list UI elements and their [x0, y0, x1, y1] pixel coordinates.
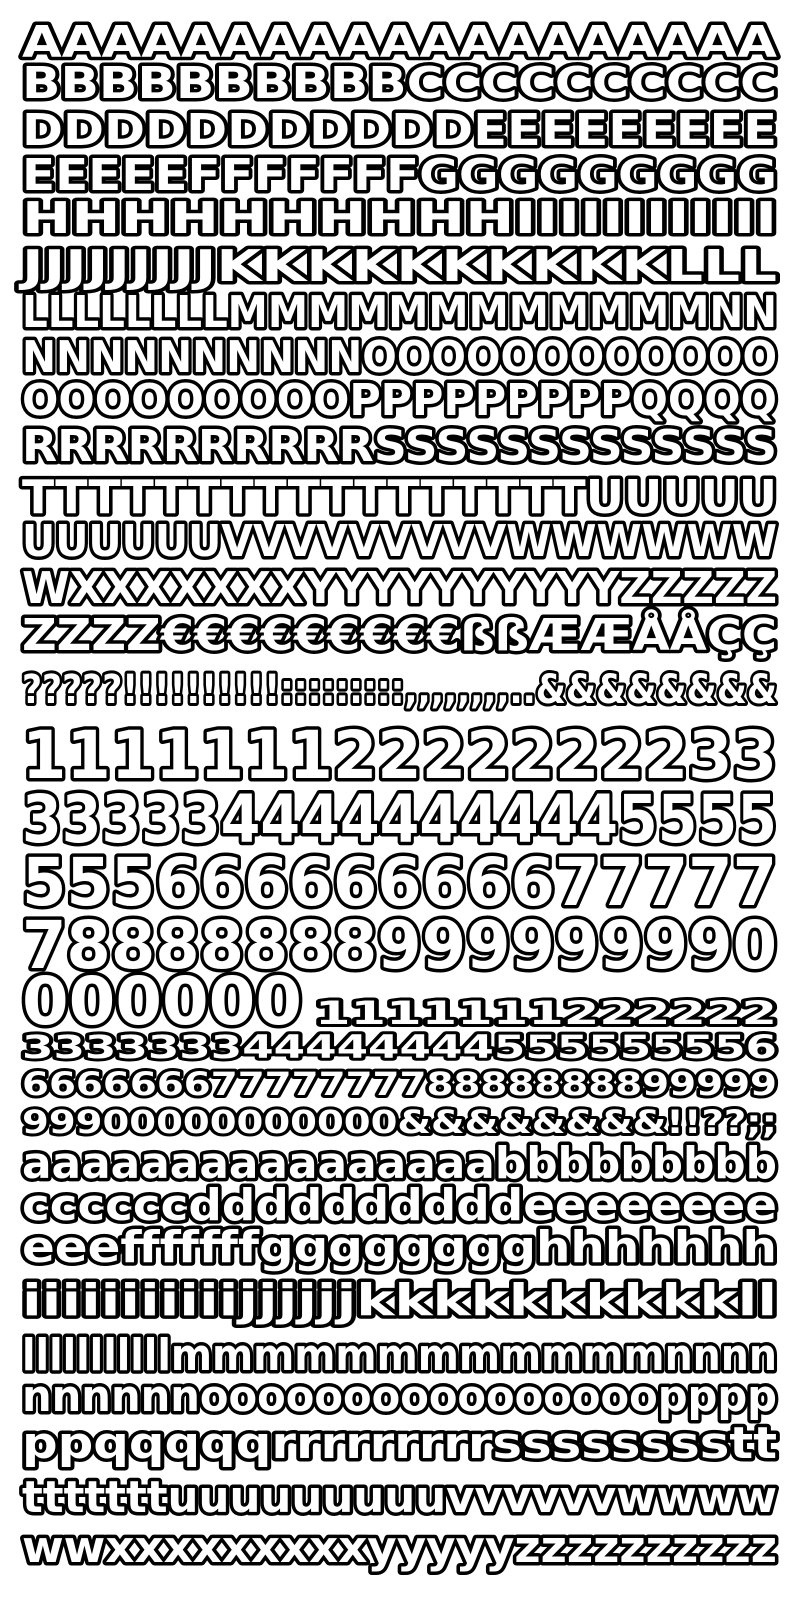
row-T-U: TTTTTTTTTTTTTTTTTUUUUU [22, 470, 777, 524]
row-O-P-Q: OOOOOOOOOPPPPPPPPPQQQQ [22, 375, 777, 426]
row-i-j-k-l: iiiiiiiiiiijjjjjjkkkkkkkkkkll [22, 1275, 777, 1326]
row-L-M-N: LLLLLLLLMMMMMMMMMMMMNN [22, 287, 777, 338]
row-1-2-3: 11111112222222233 [22, 717, 777, 794]
row-D-E: DDDDDDDDDDDEEEEEEEEE [22, 105, 777, 156]
row-J-K-L: JJJJJJJJJKKKKKKKKKKLLL [18, 241, 777, 292]
row-small-6-7-8-9: 6666666777777778888888899999 [22, 1065, 778, 1103]
row-Z-euro-special: ZZZZ€€€€€€€€€ßßÆÆÅÅÇÇ [22, 610, 717, 661]
row-3-4-5: 3333344444444445555 [22, 781, 777, 858]
row-W-X-Y-Z: WXXXXXXXYYYYYYYYYYZZZZZ [22, 563, 777, 614]
row-small-3-4-5-6: 333333344444444555555556 [22, 1028, 777, 1066]
row-B-C: BBBBBBBBBBCCCCCCCCCC [22, 58, 777, 109]
row-p-q-r-s-t: ppqqqqqrrrrrrrrrsssssssstt [22, 1418, 778, 1469]
row-A: AAAAAAAAAAAAAAAAAAA [22, 17, 777, 68]
row-0-large: 000000 [22, 963, 302, 1040]
row-small-1-2: 1111111222222 [315, 994, 777, 1032]
row-l-m-n: lllllllllllmmmmmmmmmmmmnnnn [22, 1330, 777, 1381]
row-U-V-W: UUUUUUVVVVVVVVVWWWWWW [22, 516, 777, 567]
row-t-u-v-w: tttttttuuuuuuuuuvvvvvvwwww [22, 1472, 777, 1523]
row-R-S: RRRRRRRRRRSSSSSSSSSSSSS [22, 421, 777, 472]
row-e-f-g-h: eeefffffffgggggggghhhhhhh [22, 1222, 777, 1273]
row-n-o-p: nnnnnnoooooooooooooooopppp [22, 1371, 777, 1422]
row-a-b: aaaaaaaaaaaaaaaabbbbbbbbb [22, 1138, 777, 1189]
row-c-d-e: ccccccddddddddddeeeeeeee [22, 1180, 777, 1231]
row-H-I: HHHHHHHHHHIIIIIIIIIIII [22, 193, 777, 244]
row-N-O: NNNNNNNNNNOOOOOOOOOOOO [22, 332, 777, 383]
row-5-6-7: 55566666666677777 [22, 844, 777, 921]
row-E-F-G: EEEEEFFFFFFFGGGGGGGGG [22, 150, 777, 201]
row-punctuation: ?????!!!!!!!!!!:::::::::,,,,,,,,..&&&&&&&& [22, 667, 777, 713]
row-w-x-y-z: wwxxxxxxxxxyyyyyzzzzzzzzzz [22, 1522, 777, 1573]
row-small-9-0-amp: 99900000000000&&&&&&&&!!??;; [22, 1103, 777, 1141]
row-7-8-9-0: 78888888999999990 [22, 907, 777, 984]
